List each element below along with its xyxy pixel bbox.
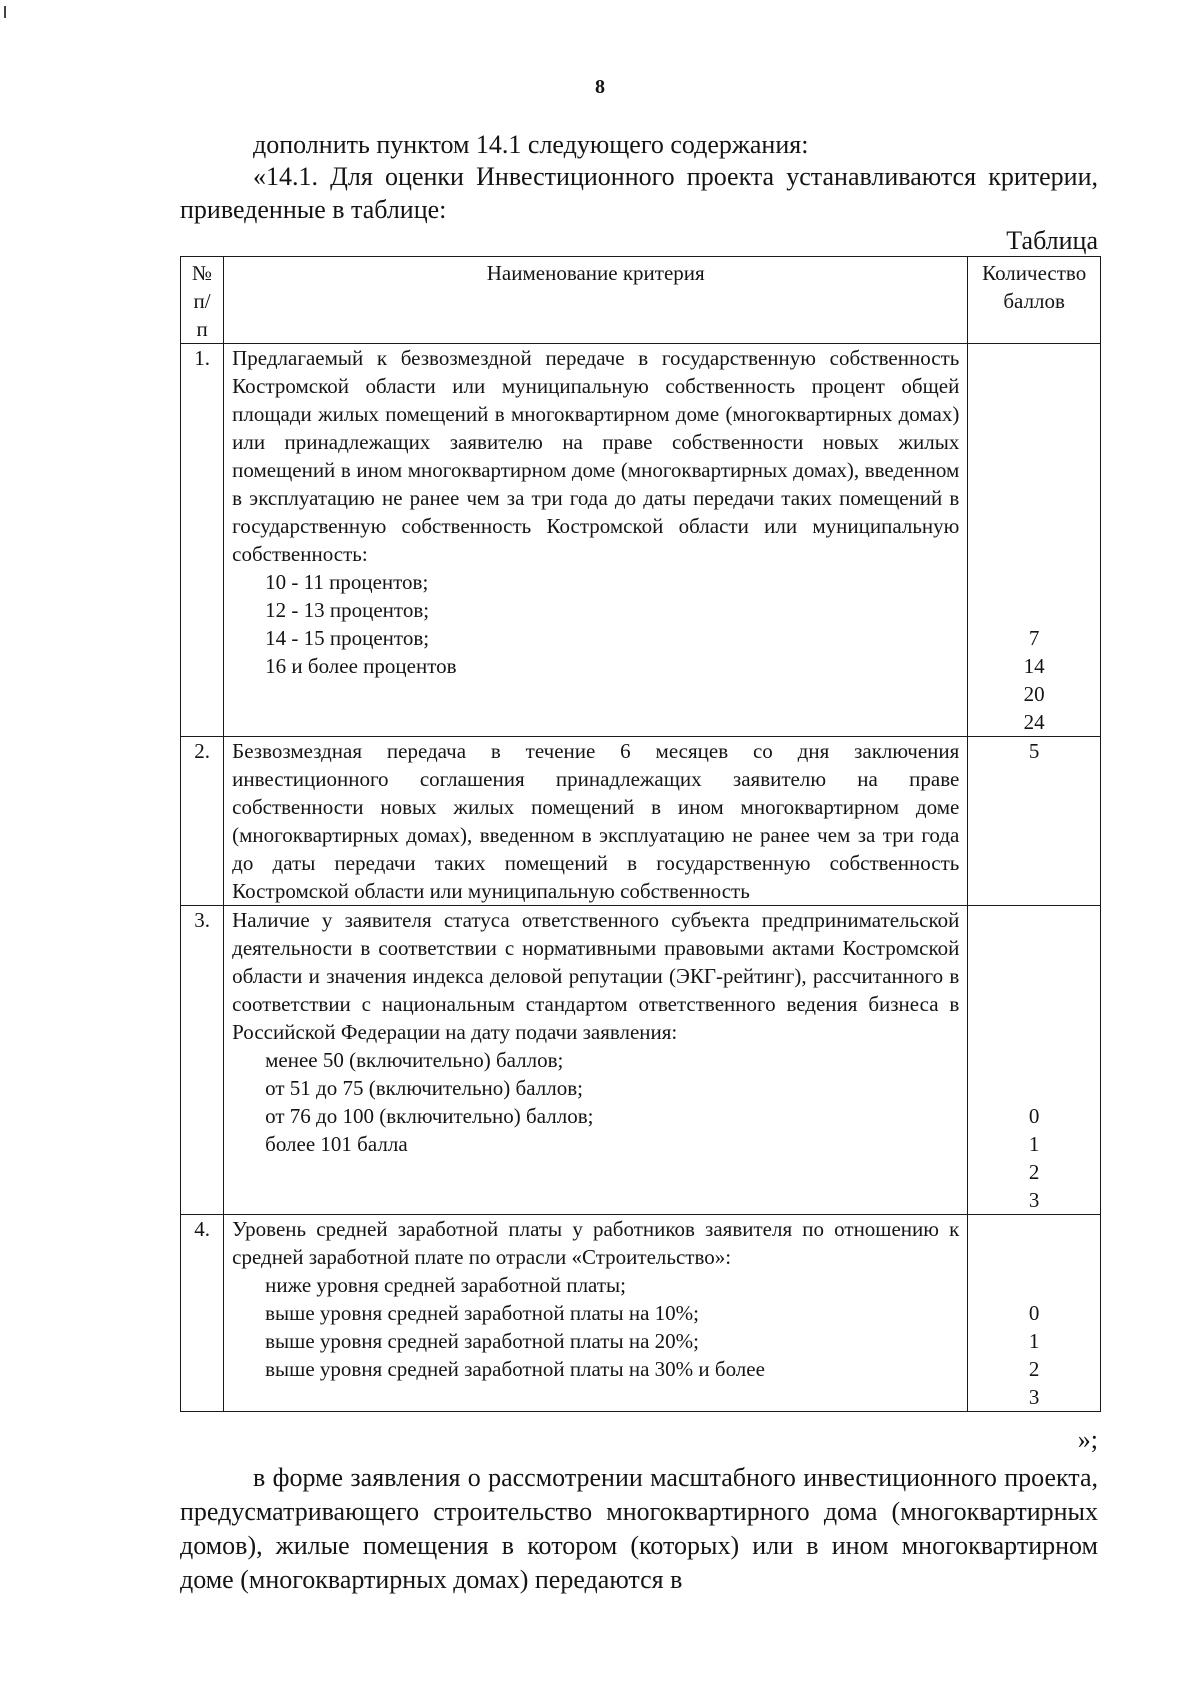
criteria-table [180,256,1101,1412]
option-points: 14 [1023,654,1045,678]
option-points: 20 [1023,682,1045,706]
table-header-row [181,257,1101,344]
option-points: 3 [1028,1188,1040,1212]
criterion-text: Предлагаемый к безвозмездной передаче в государственную собственность Костромской области или муниципальную собственность процент общей площади жилых помещений в многоквартирном доме (многоквартирных домах) или принадлежащих заявителю на праве собственности новых жилых помещений в ином многоквартирном доме (многоквартирных домах), введенном в эксплуатацию не ранее чем за три года до даты передачи таких помещений в государственную собственность Костромской области или муниципальную собственность: [232,346,960,566]
table-row [181,344,1101,737]
criterion-cell [224,344,968,737]
header-name: Наименование критерия [224,257,968,344]
criterion-cell [224,1215,968,1412]
option-points: 1 [1028,1132,1040,1156]
points-cell [968,1215,1101,1412]
final-paragraph: в форме заявления о рассмотрении масштабного инвестиционного проекта, предусматривающего строительство многоквартирного дома (многоквартирных домов), жилые помещения в котором (которых) или в ином многоквартирном доме (многоквартирных домах) передаются в [180,1463,1098,1594]
option-points: 3 [1028,1385,1040,1409]
row-number: 3. [181,906,224,1215]
points-cell: 5 [968,737,1101,906]
criterion-text: Уровень средней заработной платы у работников заявителя по отношению к средней заработной плате по отрасли «Строительство»: [232,1217,960,1269]
closing-quote: »; [1077,1425,1098,1454]
criterion-text: Безвозмездная передача в течение 6 месяцев со дня заключения инвестиционного соглашения принадлежащих заявителю на праве собственности новых жилых помещений в ином многоквартирном доме (многоквартирных домах), введенном в эксплуатацию не ранее чем за три года до даты передачи таких помещений в государственную собственность Костромской области или муниципальную собственность [232,739,960,903]
option-label: более 101 балла [265,1132,408,1156]
option-label: от 51 до 75 (включительно) баллов; [265,1076,583,1100]
option-label: выше уровня средней заработной платы на 10%; [265,1301,699,1325]
criterion-cell [224,737,968,906]
table-row [181,906,1101,1215]
table-row [181,1215,1101,1412]
row-number: 1. [181,344,224,737]
option-label: от 76 до 100 (включительно) баллов; [265,1104,594,1128]
clause-text: «14.1. Для оценки Инвестиционного проекта устанавливаются критерии, приведенные в таблице: [180,162,1098,224]
option-points: 1 [1028,1329,1040,1353]
row-number: 4. [181,1215,224,1412]
option-label: выше уровня средней заработной платы на 20%; [265,1329,699,1353]
page-number: 8 [595,76,605,98]
scan-margin-mark [4,6,6,18]
option-label: менее 50 (включительно) баллов; [265,1048,564,1072]
option-label: 12 - 13 процентов; [265,598,430,622]
row-number: 2. [181,737,224,906]
option-points: 0 [1028,1301,1040,1325]
option-label: ниже уровня средней заработной платы; [265,1273,626,1297]
option-points: 24 [1023,710,1045,734]
option-points: 2 [1028,1357,1040,1381]
criterion-cell [224,906,968,1215]
option-label: 14 - 15 процентов; [265,626,430,650]
table-row [181,737,1101,906]
points-cell [968,906,1101,1215]
criterion-text: Наличие у заявителя статуса ответственного субъекта предпринимательской деятельности в соответствии с нормативными правовыми актами Костромской области и значения индекса деловой репутации (ЭКГ-рейтинг), рассчитанного в соответствии с национальным стандартом ответственного ведения бизнеса в Российской Федерации на дату подачи заявления: [232,908,960,1044]
header-number: № п/п [181,257,224,344]
option-label: 10 - 11 процентов; [265,570,429,594]
table-caption: Таблица [1006,226,1098,255]
points-cell [968,344,1101,737]
option-label: 16 и более процентов [265,654,457,678]
intro-line: дополнить пунктом 14.1 следующего содержания: [253,130,809,159]
option-points: 2 [1028,1160,1040,1184]
option-points: 0 [1028,1104,1040,1128]
option-points: 7 [1028,626,1040,650]
option-label: выше уровня средней заработной платы на 30% и более [265,1357,765,1381]
header-points: Количество баллов [968,257,1101,344]
